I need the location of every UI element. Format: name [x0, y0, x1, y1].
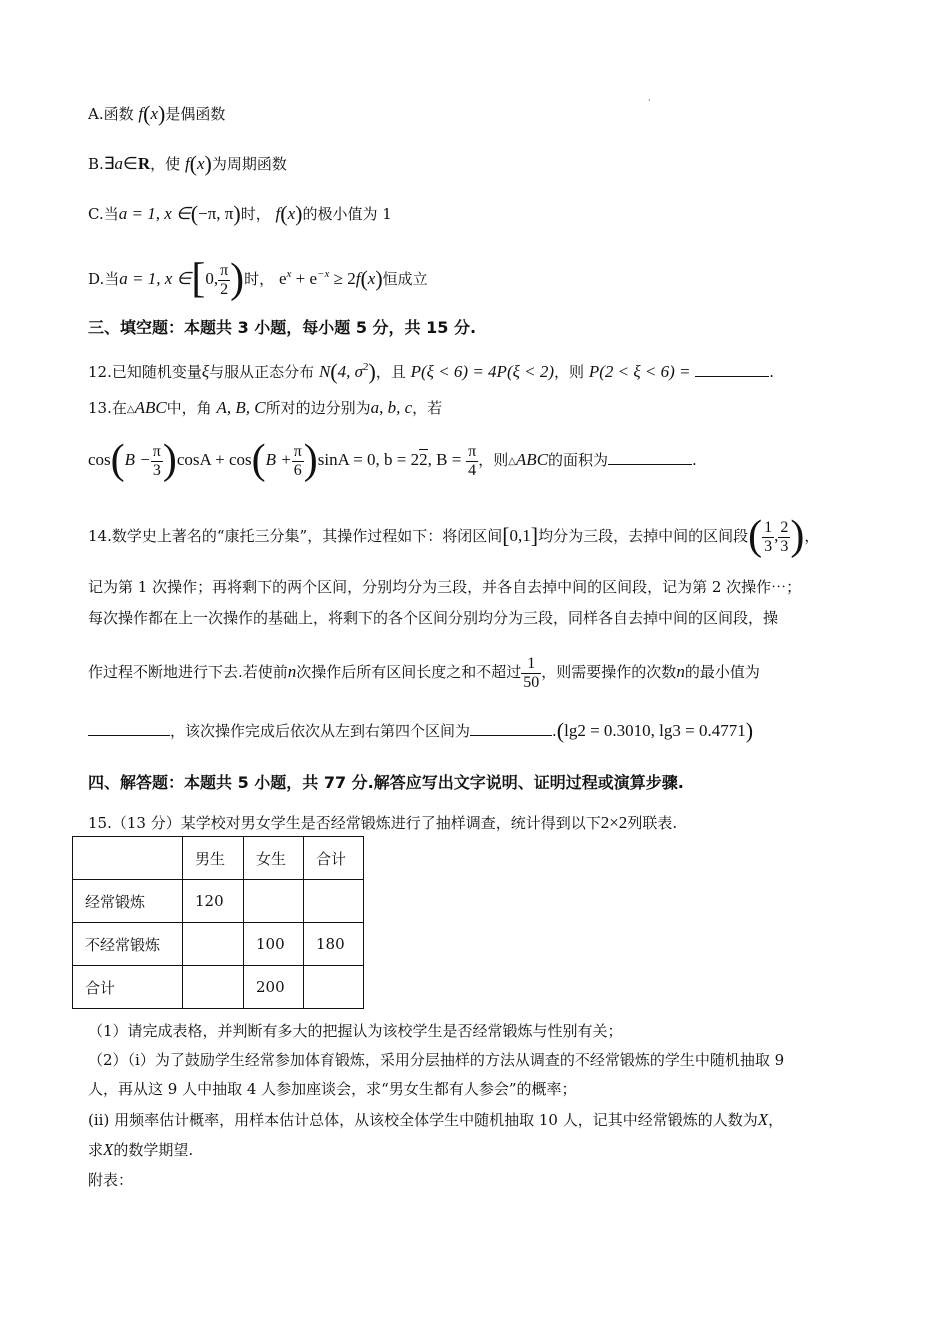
table-cell: 180 [304, 923, 364, 966]
q15-part-2-i-a: （2）（i）为了鼓励学生经常参加体育锻炼，采用分层抽样的方法从调查的不经常锻炼的学生中随机抽取 9 [88, 1051, 785, 1069]
table-row [73, 880, 364, 923]
answer-blank-2[interactable] [470, 721, 552, 736]
option-a: A.函数 f(x)是偶函数 [88, 101, 226, 126]
option-d-suffix: 恒成立 [382, 270, 428, 288]
stray-dot: · [648, 96, 651, 105]
section-3-title: 三、填空题：本题共 3 小题，每小题 5 分，共 15 分. [88, 318, 477, 337]
function-f: f [275, 204, 281, 223]
table-row-label: 合计 [73, 966, 183, 1009]
fraction-pi-over-4: $\frac{\pi}{4}$ [468, 442, 477, 479]
appendix-label: 附表： [88, 1171, 134, 1189]
triangle-symbol: △ [126, 404, 135, 415]
option-d-prefix: D.当 [88, 270, 120, 288]
function-f: f [355, 269, 361, 288]
condition: a = 1, x ∈ [118, 204, 191, 223]
table-header-row [73, 837, 364, 880]
sides: a, b, c [370, 398, 413, 417]
table-header: 合计 [304, 837, 364, 880]
in-symbol: ∈ [123, 154, 138, 173]
table-cell: 120 [183, 880, 244, 923]
question-12: 12.已知随机变量ξ与服从正态分布 N(4, $\sigma^2$)，且 P(ξ < 6) = 4P(ξ < 2)，则 P(2 < ξ < 6) = . [88, 359, 775, 384]
q15-part-1: （1）请完成表格，并判断有多大的把握认为该校学生是否经常锻炼与性别有关； [88, 1022, 623, 1040]
question-14-line-4: 作过程不断地进行下去.若使前n次操作后所有区间长度之和不超过 $\frac{1}{50}$ ，则需要操作的次数n的最小值为 [88, 654, 760, 691]
probability-target: P(2 < ξ < 6) = [588, 362, 691, 381]
question-13-line-1: 13.在△ABC中，角 A, B, C所对的边分别为a, b, c，若 [88, 398, 443, 417]
probability-condition: P(ξ < 6) = 4P(ξ < 2) [410, 362, 555, 381]
log-values: lg2 = 0.3010, lg3 = 0.4771 [564, 721, 746, 740]
option-c-prefix: C.当 [88, 205, 119, 223]
var-x: x [367, 269, 376, 288]
option-d-mid: 时， [244, 270, 275, 288]
option-b-prefix: B. [88, 155, 104, 173]
angles: A, B, C [216, 398, 266, 417]
exp-plus: + e [291, 269, 318, 288]
var-a: a [114, 154, 124, 173]
table-header: 女生 [244, 837, 304, 880]
table-row [73, 966, 364, 1009]
table-header: 男生 [183, 837, 244, 880]
exp-superscript: x [286, 268, 292, 280]
ge-two: ≥ 2 [329, 269, 356, 288]
normal-N: N [318, 362, 331, 381]
var-x: x [197, 154, 205, 173]
reals-symbol: R [137, 154, 151, 173]
fraction-pi-over-2: $\frac{\pi}{2}$ [220, 261, 229, 298]
q15-part-2-ii-a: (ii) 用频率估计概率，用样本估计总体，从该校全体学生中随机抽取 10 人，记其中经常锻炼的人数为X， [88, 1110, 784, 1129]
table-cell [183, 923, 244, 966]
interval-0-1: 0,1 [509, 526, 531, 545]
question-14-line-2: 记为第 1 次操作；再将剩下的两个区间，分别均分为三段，并各自去掉中间的区间段，记为第 2 次操作⋯； [88, 578, 802, 596]
question-14-line-3: 每次操作都在上一次操作的基础上，将剩下的各个区间分别均分为三段，同样各自去掉中间的区间段，操 [88, 609, 779, 627]
function-f: f [138, 104, 144, 123]
interval: −π, π [198, 204, 234, 223]
table-row-label: 经常锻炼 [73, 880, 183, 923]
option-b: B.∃a∈R，使 f(x)为周期函数 [88, 151, 287, 176]
var-x: x [287, 204, 296, 223]
interval-lower: 0, [205, 269, 219, 288]
exp-e: e [278, 269, 287, 288]
section-4-title: 四、解答题：本题共 5 小题，共 77 分.解答应写出文字说明、证明过程或演算步骤. [88, 773, 684, 792]
option-b-suffix: 为周期函数 [211, 155, 287, 173]
table-cell [183, 966, 244, 1009]
option-c-suffix: 的极小值为 1 [302, 205, 392, 223]
table-cell [73, 837, 183, 880]
condition: a = 1, x ∈ [119, 269, 192, 288]
var-x: x [150, 104, 158, 123]
question-14-line-1: 14.数学史上著名的“康托三分集”，其操作过程如下：将闭区间[0,1]均分为三段，去掉中间的区间段( $\frac{1}{3}$ , $\frac{2}{3}$ )， [88, 513, 820, 559]
answer-blank-1[interactable] [88, 721, 170, 736]
option-b-mid: ，使 [150, 155, 181, 173]
table-dimension: 2×2 [600, 813, 628, 832]
table-cell [304, 966, 364, 1009]
question-13-line-2: cos(B − $\frac{\pi}{3}$ )cosA + cos(B + $\frac{\pi}{6}$ )sinA = 0, b = 22, B = $\frac{\pi}{4}$ ，则△ABC的面积为 . [88, 437, 697, 483]
option-c-mid: 时， [240, 205, 271, 223]
table-cell: 200 [244, 966, 304, 1009]
option-a-prefix: A.函数 [88, 105, 134, 123]
var-X: X [757, 1110, 769, 1129]
fraction-1-over-50: $\frac{1}{50}$ [523, 654, 540, 691]
q15-part-2-i-b: 人，再从这 9 人中抽取 4 人参加座谈会，求“男女生都有人参会”的概率； [88, 1080, 577, 1098]
option-c: C.当a = 1, x ∈(−π, π)时， f(x)的极小值为 1 [88, 201, 392, 226]
question-15-intro: 15.（13 分）某学校对男女学生是否经常锻炼进行了抽样调查，统计得到以下2×2列联表. [88, 813, 678, 832]
contingency-table [72, 836, 364, 1009]
normal-params: 4, σ [337, 362, 363, 381]
var-xi: ξ [201, 362, 210, 381]
option-d: D.当a = 1, x ∈[0, $\frac{\pi}{2}$ )时， $e^x + e^{-x} \ge 2f(x)$恒成立 [88, 256, 428, 302]
fraction-pi-over-3: $\frac{\pi}{3}$ [152, 442, 161, 479]
question-14-line-5: ，该次操作完成后依次从左到右第四个区间为 .(lg2 = 0.3010, lg3 = 0.4771) [88, 721, 753, 741]
function-f: f [184, 154, 190, 173]
table-cell [244, 880, 304, 923]
table-row-label: 不经常锻炼 [73, 923, 183, 966]
q15-part-2-ii-b: 求X的数学期望. [88, 1140, 194, 1159]
answer-blank[interactable] [695, 362, 769, 377]
table-row [73, 923, 364, 966]
exists-symbol: ∃ [103, 154, 115, 173]
option-a-suffix: 是偶函数 [165, 105, 226, 123]
fraction-pi-over-6: $\frac{\pi}{6}$ [293, 442, 302, 479]
exp-superscript-neg: −x [317, 268, 330, 280]
table-cell: 100 [244, 923, 304, 966]
answer-blank[interactable] [608, 450, 692, 465]
table-cell [304, 880, 364, 923]
sqrt-2: 2 [419, 450, 428, 469]
var-X: X [103, 1140, 114, 1159]
